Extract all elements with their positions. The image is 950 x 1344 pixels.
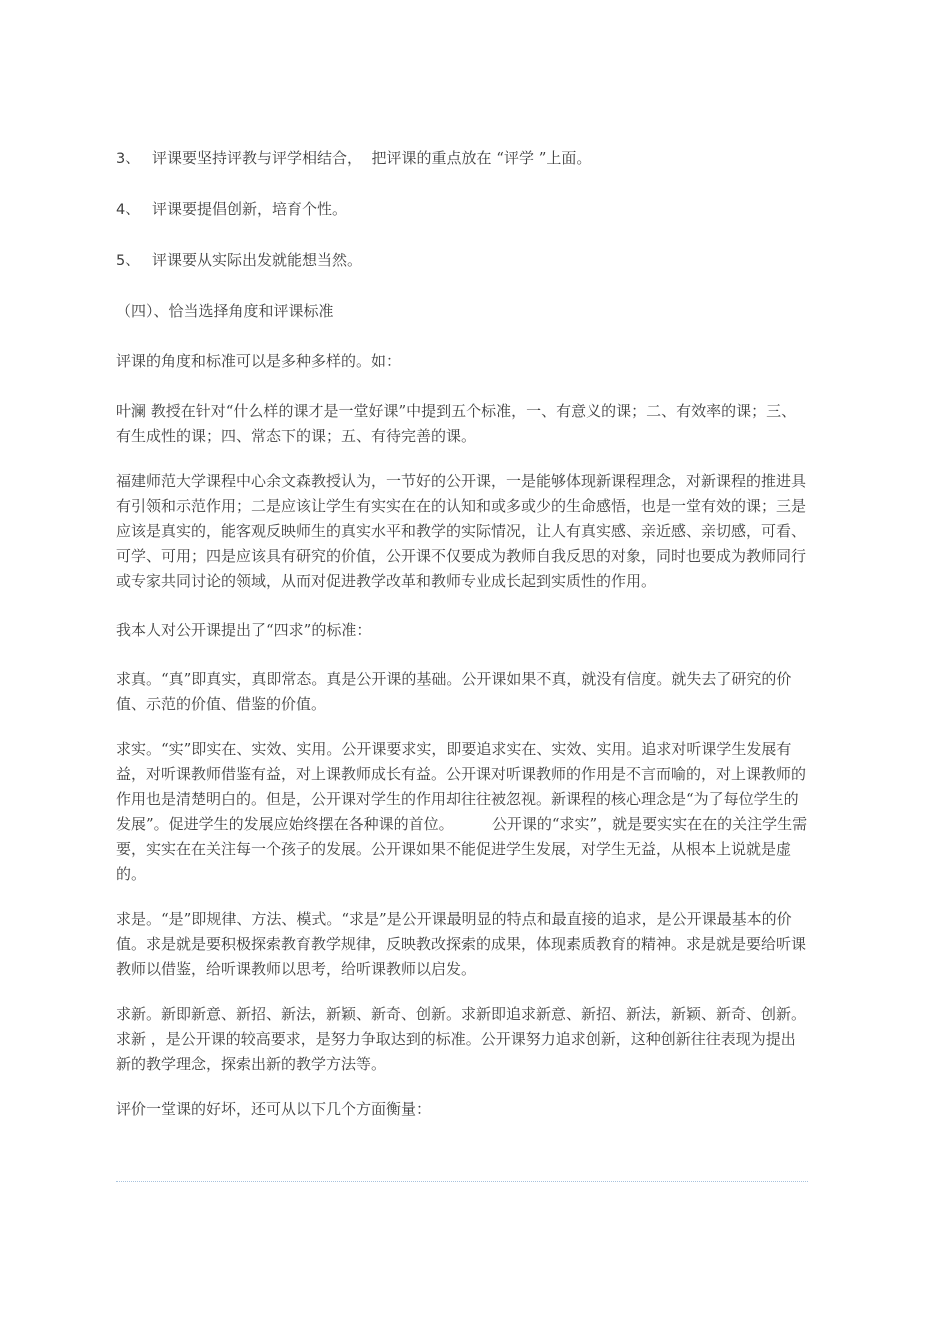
list-item-text: 评课要坚持评教与评学相结合， 把评课的重点放在 “评学 ”上面。	[152, 149, 592, 167]
list-item-3	[116, 146, 808, 172]
paragraph-qiu-shi-is: 求是。“是”即规律、方法、模式。“求是”是公开课最明显的特点和最直接的追求，是公开课最基本的价值。求是就是要积极探索教育教学规律，反映教改探索的成果，体现素质教育的精神。求是就是要给听课教师以借鉴，给听课教师以思考，给听课教师以启发。	[116, 910, 807, 978]
dotted-divider	[116, 1181, 808, 1182]
list-number: 5、	[116, 253, 140, 269]
intro-paragraph: 评课的角度和标准可以是多种多样的。如：	[116, 352, 402, 370]
paragraph-yu-wensen: 福建师范大学课程中心余文森教授认为，一节好的公开课，一是能够体现新课程理念，对新课程的推进具有引领和示范作用；二是应该让学生有实实在在的认知和或多或少的生命感悟，也是一堂有效的课；三是应该是真实的，能客观反映师生的真实水平和教学的实际情况，让人有真实感、亲近感、亲切感，可看、可学、可用；四是应该具有研究的价值，公开课不仅要成为教师自我反思的对象，同时也要成为教师同行或专家共同讨论的领域，从而对促进教学改革和教师专业成长起到实质性的作用。	[116, 472, 807, 590]
list-item-text: 评课要从实际出发就能想当然。	[152, 251, 363, 269]
list-item-text: 评课要提倡创新，培育个性。	[152, 200, 348, 218]
document-body	[116, 146, 808, 1122]
list-number: 3、	[116, 151, 140, 167]
closing-paragraph: 评价一堂课的好坏，还可从以下几个方面衡量：	[116, 1100, 432, 1118]
list-item-5	[116, 248, 808, 274]
list-number: 4、	[116, 202, 140, 218]
paragraph-qiu-zhen: 求真。“真”即真实，真即常态。真是公开课的基础。公开课如果不真，就没有信度。就失去了研究的价值、示范的价值、借鉴的价值。	[116, 670, 792, 713]
paragraph-ye-lan: 叶澜 教授在针对“什么样的课才是一堂好课”中提到五个标准，一、有意义的课；二、有效率的课；三、有生成性的课；四、常态下的课；五、有待完善的课。	[116, 402, 797, 445]
paragraph-qiu-shi: 求实。“实”即实在、实效、实用。公开课要求实，即要追求实在、实效、实用。追求对听课学生发展有益，对听课教师借鉴有益，对上课教师成长有益。公开课对听课教师的作用是不言而喻的，对上课教师的作用也是清楚明白的。但是，公开课对学生的作用却往往被忽视。新课程的核心理念是“为了每位学生的发展”。促进学生的发展应始终摆在各种课的首位。 公开课的“求实”，就是要实实在在的关注学生需要，实实在在关注每一个孩子的发展。公开课如果不能促进学生发展，对学生无益，从根本上说就是虚的。	[116, 740, 808, 883]
paragraph-qiu-xin: 求新。新即新意、新招、新法，新颖、新奇、创新。求新即追求新意、新招、新法，新颖、新奇、创新。求新 ，是公开课的较高要求，是努力争取达到的标准。公开课努力追求创新，这种创新往往表现为提出新的教学理念，探索出新的教学方法等。	[116, 1005, 807, 1073]
list-item-4	[116, 197, 808, 223]
section-heading: （四）、恰当选择角度和评课标准	[116, 302, 334, 320]
paragraph-four-standards: 我本人对公开课提出了“四求”的标准：	[116, 621, 372, 639]
